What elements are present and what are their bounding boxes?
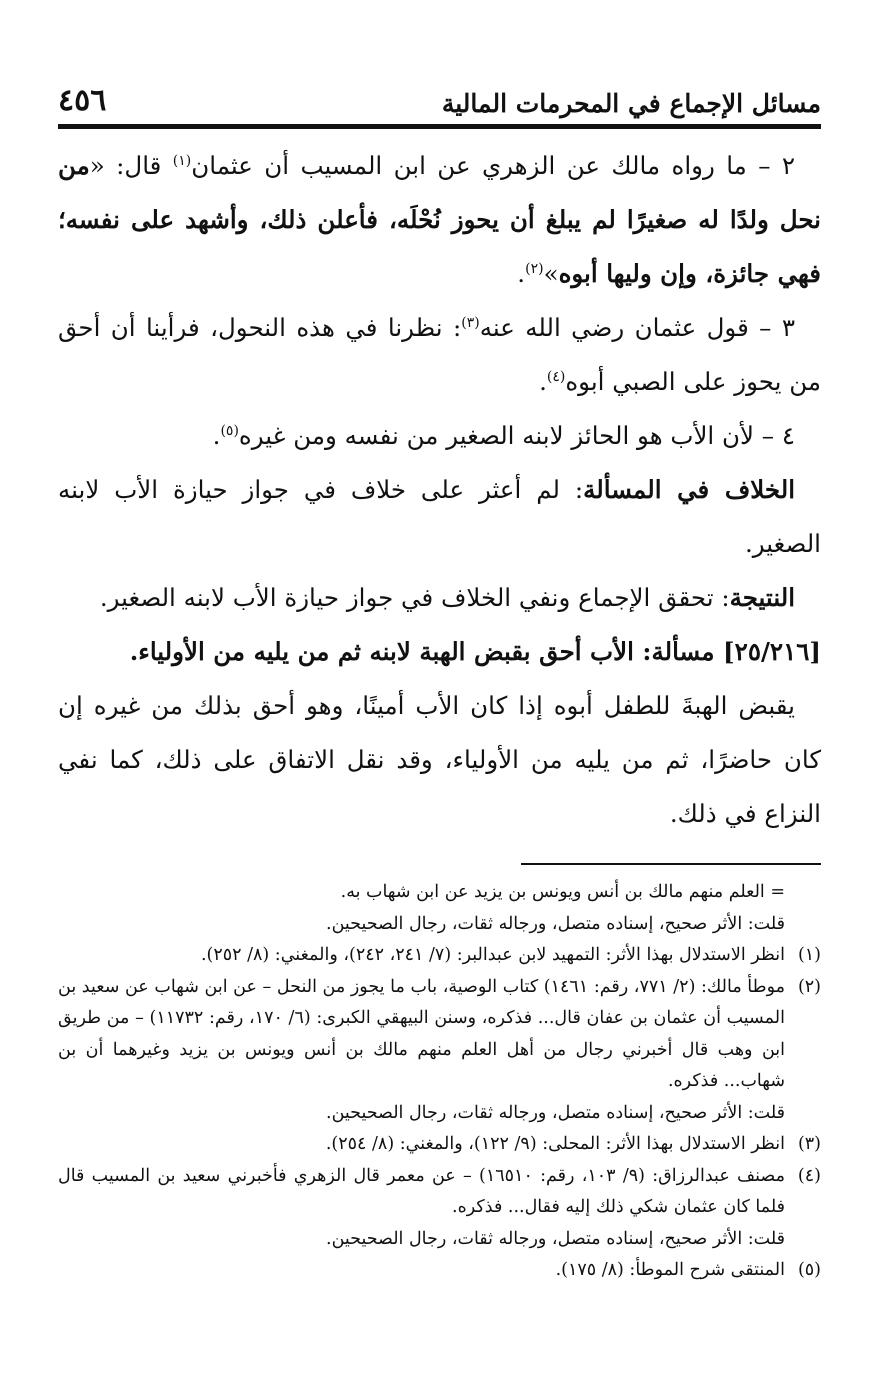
quoted-hadith: من نحل ولدًا له صغيرًا لم يبلغ أن يحوز نُحْلَه، فأعلن ذلك، وأشهد على نفسه؛ فهي جائزة، وإن وليها أبوه [58,151,821,288]
footnote-3: (٣)انظر الاستدلال بهذا الأثر: المحلى: (٩/ ١٢٢)، والمغني: (٨/ ٢٥٤). [58,1129,821,1161]
running-title: مسائل الإجماع في المحرمات المالية [441,89,821,118]
footnote-number: (١) [797,945,821,965]
footnote-ref-1[interactable]: (١) [172,152,192,169]
footnote-number: (٣) [797,1134,821,1154]
footnote-ref-2[interactable]: (٢) [525,260,544,277]
footnote-4: (٤)مصنف عبدالرزاق: (٩/ ١٠٣، رقم: ١٦٥١٠) – عن معمر قال الزهري فأخبرني سعيد بن المسيب قال فلما كان عثمان شكي ذلك إليه فقال... فذكره. [58,1161,821,1224]
header-divider [58,124,821,129]
footnote-number: (٤) [797,1165,821,1186]
page-number: ٤٥٦ [58,83,107,118]
footnote-4-verdict: قلت: الأثر صحيح، إسناده متصل، ورجاله ثقات، رجال الصحيحين. [326,1228,785,1249]
paragraph-evidence-2: ٢ – ما رواه مالك عن الزهري عن ابن المسيب أن عثمان$^{(١)}$ قال: «من نحل ولدًا له صغيرًا لم يبلغ أن يحوز نُحْلَه، فأعلن ذلك، وأشهد على نفسه؛ فهي جائزة، وإن وليها أبوه»$^{(٢)}$. [58,151,821,288]
result-label: النتيجة [729,583,795,612]
paragraph-issue-statement: يقبض الهبةَ للطفل أبوه إذا كان الأب أمينًا، وهو أحق بذلك من غيره إن كان حاضرًا، ثم من يليه من الأولياء، وقد نقل الاتفاق على ذلك، كما نفي النزاع في ذلك. [58,691,821,828]
footnote-number: (٥) [797,1260,821,1280]
footnote-2: (٢)موطأ مالك: (٢/ ٧٧١، رقم: ١٤٦١) كتاب الوصية، باب ما يجوز من النحل – عن ابن شهاب عن سعيد بن المسيب أن عثمان بن عفان قال... فذكره، وسنن البيهقي الكبرى: (٦/ ١٧٠، رقم: ١١٧٣٢) – من طريق ابن وهب قال أخبرني رجال من أهل العلم منهم مالك بن أنس ويونس بن يزيد وغيرهما أن بن شهاب... فذكره. [58,972,821,1098]
footnote-ref-5[interactable]: (٥) [220,422,239,439]
paragraph-evidence-3: ٣ – قول عثمان رضي الله عنه$^{(٣)}$: نظرنا في هذه النحول، فرأينا أن أحق من يحوز على الصبي أبوه$^{(٤)}$. [58,313,821,396]
footnote-5: (٥)المنتقى شرح الموطأ: (٨/ ١٧٥). [58,1255,821,1287]
footnotes [58,877,821,1287]
paragraph-disagreement: الخلاف في المسألة: لم أعثر على خلاف في جواز حيازة الأب لابنه الصغير. [58,475,821,558]
paragraph-result: النتيجة: تحقق الإجماع ونفي الخلاف في جواز حيازة الأب لابنه الصغير. [99,583,795,612]
page-header [58,72,821,118]
issue-heading: [٢٥/٢١٦] مسألة: الأب أحق بقبض الهبة لابنه ثم من يليه من الأولياء. [129,637,821,666]
paragraph-evidence-4: ٤ – لأن الأب هو الحائز لابنه الصغير من نفسه ومن غيره$^{(٥)}$. [212,421,795,450]
footnote-1: (١)انظر الاستدلال بهذا الأثر: التمهيد لابن عبدالبر: (٧/ ٢٤١، ٢٤٢)، والمغني: (٨/ ٢٥٢). [58,940,821,972]
footnote-2-verdict: قلت: الأثر صحيح، إسناده متصل، ورجاله ثقات، رجال الصحيحين. [326,1102,785,1123]
footnote-continuation-verdict: قلت: الأثر صحيح، إسناده متصل، ورجاله ثقات، رجال الصحيحين. [326,913,785,934]
footnote-ref-4[interactable]: (٤) [546,368,566,385]
disagreement-label: الخلاف في المسألة [583,475,796,504]
footnote-divider [521,863,821,865]
footnote-ref-3[interactable]: (٣) [461,314,480,331]
main-text [58,139,821,841]
footnote-number: (٢) [797,976,821,997]
footnote-continuation: = العلم منهم مالك بن أنس ويونس بن يزيد عن ابن شهاب به. [340,882,785,902]
